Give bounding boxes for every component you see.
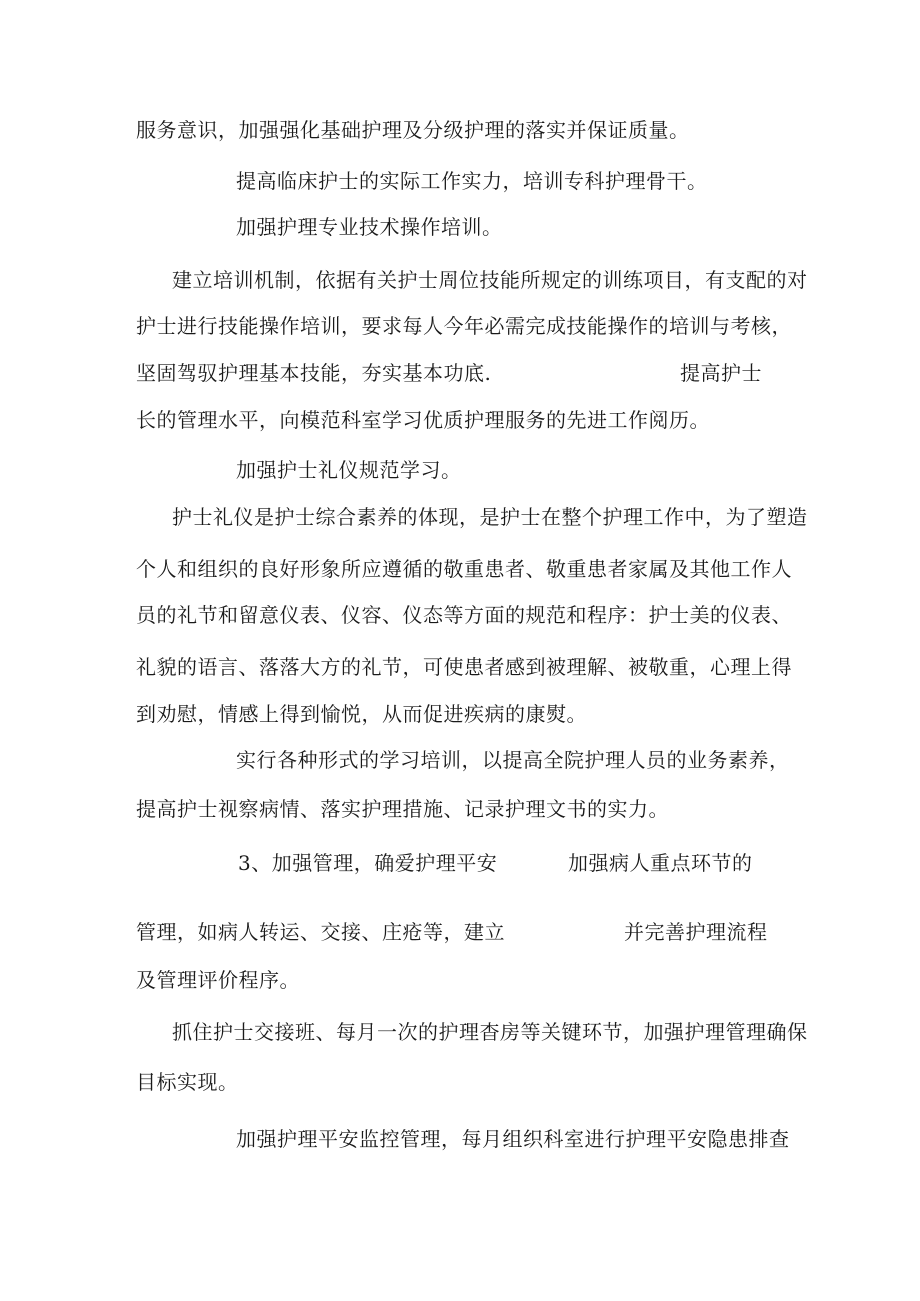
paragraph-line: 服务意识，加强强化基础护理及分级护理的落实并保证质量。 [136,118,690,142]
paragraph-line: 并完善护理流程 [624,920,768,944]
paragraph-line: 加强护士礼仪规范学习。 [236,458,462,482]
paragraph-line: 抓住护士交接班、每月一次的护理杳房等关键环节，加强护理管理确保 [172,1020,808,1044]
paragraph-line: 礼貌的语言、落落大方的礼节，可使患者感到被理解、被敬重，心理上得 [136,655,792,679]
paragraph-line: 提高临床护士的实际工作实力，培训专科护理骨干。 [236,169,708,193]
paragraph-line: 目标实现。 [136,1070,239,1094]
paragraph-line: 员的礼节和留意仪表、仪容、仪态等方面的规范和程序：护士美的仪表、 [136,603,792,627]
paragraph-line: 护士进行技能操作培训，要求每人今年必需完成技能操作的培训与考核， [136,314,792,338]
paragraph-line: 建立培训机制，依据有关护士周位技能所规定的训练项目，有支配的对 [172,268,808,292]
paragraph-line: 提高护士视察病情、落实护理措施、记录护理文书的实力。 [136,797,669,821]
paragraph-line: 及管理评价程序。 [136,968,300,992]
paragraph-line: 管理，如病人转运、交接、庄疮等，建立 [136,920,505,944]
paragraph-line: 加强病人重点环节的 [568,851,753,875]
paragraph-line: 护士礼仪是护士综合素养的体现，是护士在整个护理工作中，为了塑造 [172,505,808,529]
paragraph-line: 实行各种形式的学习培训，以提高全院护理人员的业务素养， [236,748,790,772]
paragraph-line: 加强护理专业技术操作培训。 [236,215,503,239]
paragraph-line: 长的管理水平，向模范科室学习优质护理服务的先进工作阅历。 [136,408,710,432]
paragraph-line: 到劝慰，情感上得到愉悦，从而促进疾病的康熨。 [136,702,587,726]
section-heading: 3、加强管理，确爱护理平安 [238,851,498,875]
paragraph-line: 个人和组织的良好形象所应遵循的敬重患者、敬重患者家属及其他工作人 [136,557,792,581]
paragraph-line: 提高护士 [680,361,762,385]
paragraph-line: 加强护理平安监控管理，每月组织科室进行护理平安隐患排查 [236,1127,790,1151]
paragraph-line: 坚固驾驭护理基本技能，夯实基本功底. [136,361,492,385]
